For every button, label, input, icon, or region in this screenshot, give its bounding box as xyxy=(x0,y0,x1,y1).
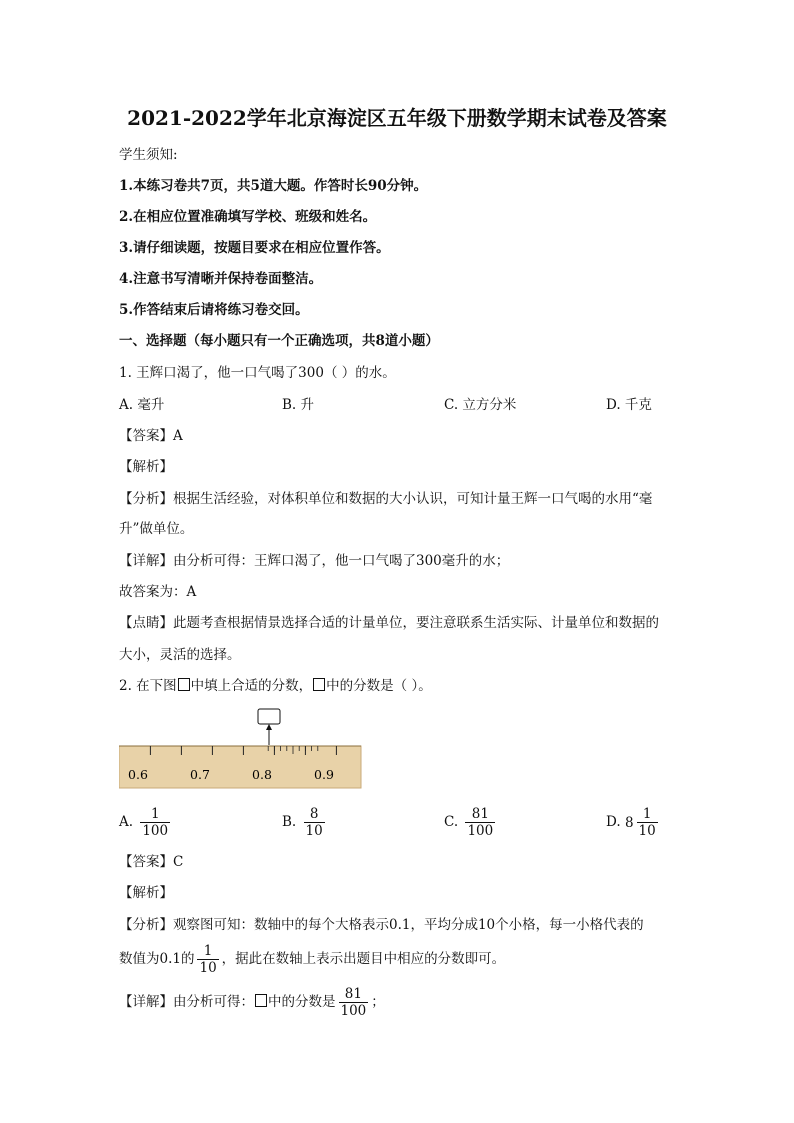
fraction-numerator: 1 xyxy=(203,943,213,959)
q1-dianjing-line-2: 大小，灵活的选择。 xyxy=(119,647,241,663)
q2-detail-post: ； xyxy=(371,994,385,1010)
fraction-numerator: 1 xyxy=(150,806,160,822)
q1-option-d: D. 千克 xyxy=(606,397,652,413)
q2-option-d-fraction xyxy=(637,806,658,839)
answer-box xyxy=(258,709,280,724)
q2-option-b-letter: B. xyxy=(282,814,297,830)
fraction-numerator: 81 xyxy=(471,806,489,822)
fraction-denominator: 10 xyxy=(305,823,323,839)
number-line-figure xyxy=(119,707,364,791)
ruler-tick-label: 0.9 xyxy=(314,767,334,782)
fraction-numerator: 8 xyxy=(309,806,319,822)
q1-dianjing-line-1: 【点睛】此题考查根据情景选择合适的计量单位，要注意联系生活实际、计量单位和数据的 xyxy=(119,615,659,631)
q2-detail-mid: 中的分数是 xyxy=(268,994,336,1010)
q2-option-c-letter: C. xyxy=(444,814,459,830)
ruler-tick-label: 0.8 xyxy=(252,767,272,782)
q1-option-b: B. 升 xyxy=(282,397,315,413)
ruler-illustration xyxy=(119,707,364,791)
q1-analysis-label: 【解析】 xyxy=(119,459,173,475)
fraction-denominator: 100 xyxy=(340,1003,367,1019)
q2-stem-part-3: 中的分数是（ ）。 xyxy=(326,678,432,694)
q2-fenxi-line-1: 【分析】观察图可知：数轴中的每个大格表示0.1，平均分成10个小格，每一小格代表的 xyxy=(119,917,644,933)
q2-option-c xyxy=(444,806,498,839)
fraction-denominator: 10 xyxy=(638,823,656,839)
q1-conclusion: 故答案为：A xyxy=(119,584,197,600)
q2-detail-fraction xyxy=(339,986,369,1019)
q1-answer: 【答案】A xyxy=(119,428,183,444)
q2-analysis-label: 【解析】 xyxy=(119,885,173,901)
fraction-denominator: 100 xyxy=(142,823,169,839)
mixed-number-integer: 8 xyxy=(624,814,634,831)
notice-item-3: 3.请仔细读题，按题目要求在相应位置作答。 xyxy=(119,240,390,256)
blank-box-icon xyxy=(255,994,267,1007)
q2-option-d-letter: D. xyxy=(606,814,621,830)
q2-option-a-letter: A. xyxy=(119,814,134,830)
q2-stem-part-2: 中填上合适的分数， xyxy=(190,678,313,694)
q2-option-c-fraction xyxy=(465,806,495,839)
q1-option-c: C. 立方分米 xyxy=(444,397,517,413)
q2-option-a-fraction xyxy=(140,806,170,839)
ruler-tick-label: 0.6 xyxy=(128,767,148,782)
q2-fenxi-post: ，据此在数轴上表示出题目中相应的分数即可。 xyxy=(221,951,506,967)
section-heading: 一、选择题（每小题只有一个正确选项，共8道小题） xyxy=(119,333,439,349)
q2-option-a xyxy=(119,806,173,839)
fraction-numerator: 81 xyxy=(344,986,362,1002)
q2-option-b xyxy=(282,806,328,839)
blank-box-icon xyxy=(313,678,325,691)
arrowhead-icon xyxy=(266,724,272,730)
notice-item-1: 1.本练习卷共7页，共5道大题。作答时长90分钟。 xyxy=(119,178,428,194)
q1-fenxi-line-2: 升”做单位。 xyxy=(119,521,194,537)
q2-fenxi-fraction xyxy=(197,943,218,976)
fraction-numerator: 1 xyxy=(642,806,652,822)
notice-item-5: 5.作答结束后请将练习卷交回。 xyxy=(119,302,309,318)
q2-fenxi-pre: 数值为0.1的 xyxy=(119,951,195,967)
blank-box-icon xyxy=(178,678,190,691)
q2-option-b-fraction xyxy=(304,806,325,839)
q1-option-a: A. 毫升 xyxy=(119,397,165,413)
question-2-stem xyxy=(119,677,432,695)
q2-answer: 【答案】C xyxy=(119,854,184,870)
q1-detail: 【详解】由分析可得：王辉口渴了，他一口气喝了300毫升的水； xyxy=(119,553,510,569)
question-1-stem: 1. 王辉口渴了，他一口气喝了300（ ）的水。 xyxy=(119,365,396,381)
notice-item-4: 4.注意书写清晰并保持卷面整洁。 xyxy=(119,271,323,287)
ruler-tick-label: 0.7 xyxy=(190,767,210,782)
page-title: 2021-2022学年北京海淀区五年级下册数学期末试卷及答案 xyxy=(127,106,667,130)
notice-item-2: 2.在相应位置准确填写学校、班级和姓名。 xyxy=(119,209,377,225)
q1-fenxi-line-1: 【分析】根据生活经验，对体积单位和数据的大小认识，可知计量王辉一口气喝的水用“毫 xyxy=(119,491,653,507)
fraction-denominator: 10 xyxy=(199,960,217,976)
fraction-denominator: 100 xyxy=(467,823,494,839)
q2-stem-part-1: 2. 在下图 xyxy=(119,678,177,694)
q2-option-d xyxy=(606,806,661,839)
q2-detail xyxy=(119,985,385,1019)
q2-fenxi-line-2 xyxy=(119,942,505,976)
notice-heading: 学生须知: xyxy=(119,147,178,163)
q2-detail-pre: 【详解】由分析可得： xyxy=(119,994,254,1010)
